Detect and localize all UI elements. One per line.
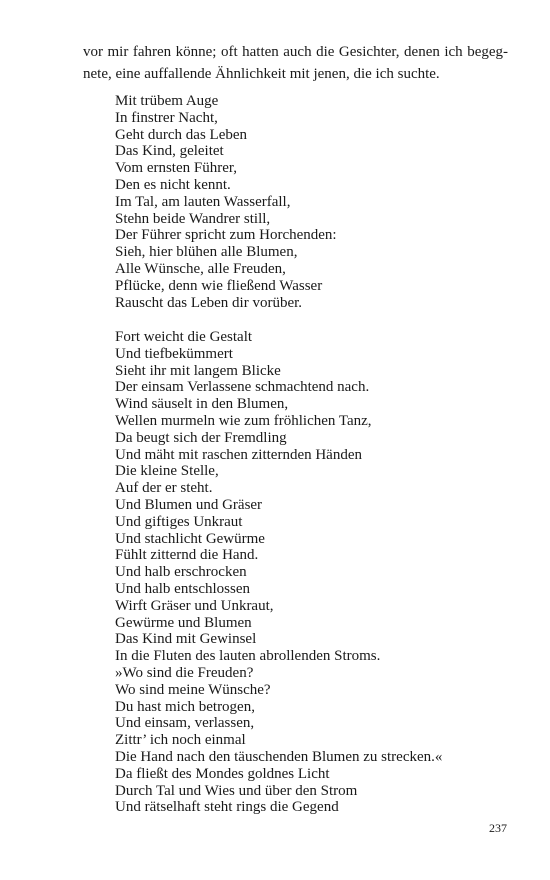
poem-line: Wirft Gräser und Unkraut, (115, 597, 274, 614)
poem-line: Rauscht das Leben dir vorüber. (115, 294, 303, 311)
poem-line: Der Führer spricht zum Horchenden: (115, 227, 337, 244)
prose-line: vor mir fahren könne; oft hatten auch die Gesichter, denen ich begeg- (83, 44, 508, 60)
poem-line: Sieht ihr mit langem Blicke (115, 362, 281, 379)
poem-line: Und halb erschrocken (115, 564, 247, 581)
poem-line: Und rätselhaft steht rings die Gegend (115, 799, 339, 816)
poem-line: Durch Tal und Wies und über den Strom (115, 782, 358, 799)
poem-line: Vom ernsten Führer, (115, 160, 238, 177)
poem-line: Du hast mich betrogen, (115, 698, 255, 715)
poem-line: In die Fluten des lauten abrollenden Stroms. (115, 648, 381, 665)
poem-stanza-2 (115, 329, 515, 816)
poem-line: Den es nicht kennt. (115, 176, 231, 193)
poem-line: Da fließt des Mondes goldnes Licht (115, 765, 330, 782)
poem-line: Das Kind mit Gewinsel (115, 631, 257, 648)
page-number: 237 (489, 821, 507, 835)
poem-line: Und halb entschlossen (115, 580, 250, 597)
prose-paragraph (83, 41, 508, 85)
poem-line: Der einsam Verlassene schmachtend nach. (115, 379, 370, 396)
poem-line: Zittr’ ich noch einmal (115, 732, 246, 749)
poem-line: Die Hand nach den täuschenden Blumen zu strecken.« (115, 748, 443, 765)
poem-line: Wind säuselt in den Blumen, (115, 396, 289, 413)
poem-line: Und giftiges Unkraut (115, 513, 243, 530)
poem-line: Pflücke, denn wie fließend Wasser (115, 277, 323, 294)
poem-line: Fort weicht die Gestalt (115, 329, 253, 345)
poem-line: Im Tal, am lauten Wasserfall, (115, 193, 291, 210)
poem-line: »Wo sind die Freuden? (115, 664, 254, 681)
prose-line: nete, eine auffallende Ähnlichkeit mit jenen, die ich suchte. (83, 66, 440, 82)
poem-line: Und stachlicht Gewürme (115, 530, 265, 547)
poem-line: Gewürme und Blumen (115, 614, 252, 631)
poem-line: Und mäht mit raschen zitternden Händen (115, 446, 363, 463)
poem-line: Das Kind, geleitet (115, 143, 224, 160)
poem-line: Wo sind meine Wünsche? (115, 681, 271, 698)
poem-line: Fühlt zitternd die Hand. (115, 547, 259, 564)
poem-line: Und einsam, verlassen, (115, 715, 255, 732)
poem-line: Und Blumen und Gräser (115, 496, 263, 513)
poem-line: Da beugt sich der Fremdling (115, 429, 287, 446)
poem-line: Geht durch das Leben (115, 126, 248, 143)
poem-line: In finstrer Nacht, (115, 109, 218, 126)
poem-stanza-1 (115, 93, 515, 311)
poem-line: Und tiefbekümmert (115, 345, 233, 362)
poem-line: Auf der er steht. (115, 480, 213, 497)
poem-line: Alle Wünsche, alle Freuden, (115, 260, 286, 277)
poem-line: Sieh, hier blühen alle Blumen, (115, 244, 298, 261)
poem-line: Die kleine Stelle, (115, 463, 219, 480)
poem-line: Mit trübem Auge (115, 93, 219, 109)
poem-line: Wellen murmeln wie zum fröhlichen Tanz, (115, 412, 372, 429)
poem-line: Stehn beide Wandrer still, (115, 210, 271, 227)
